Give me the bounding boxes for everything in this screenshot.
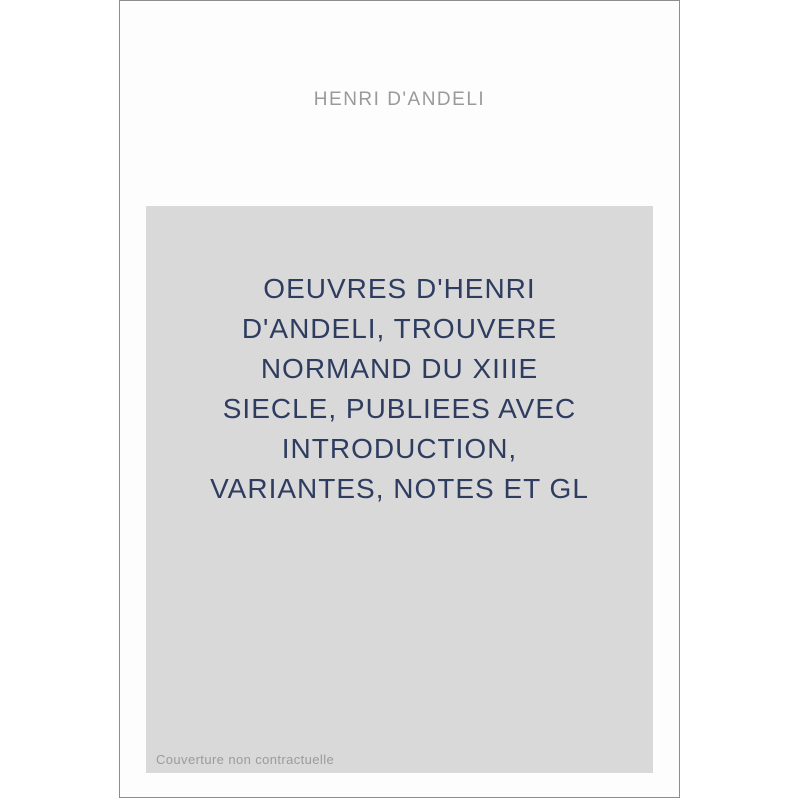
- title-line: SIECLE, PUBLIEES AVEC: [222, 393, 577, 424]
- title-line: NORMAND DU XIIIE: [260, 353, 539, 384]
- title-line: OEUVRES D'HENRI: [263, 273, 536, 304]
- title-panel: [146, 206, 653, 773]
- cover-disclaimer: Couverture non contractuelle: [156, 752, 335, 767]
- book-title: [146, 206, 653, 509]
- book-cover-page: [119, 0, 680, 798]
- title-line: VARIANTES, NOTES ET GL: [210, 473, 589, 504]
- title-line: INTRODUCTION,: [281, 433, 518, 464]
- title-line: D'ANDELI, TROUVERE: [241, 313, 558, 344]
- author-name: HENRI D'ANDELI: [313, 89, 486, 110]
